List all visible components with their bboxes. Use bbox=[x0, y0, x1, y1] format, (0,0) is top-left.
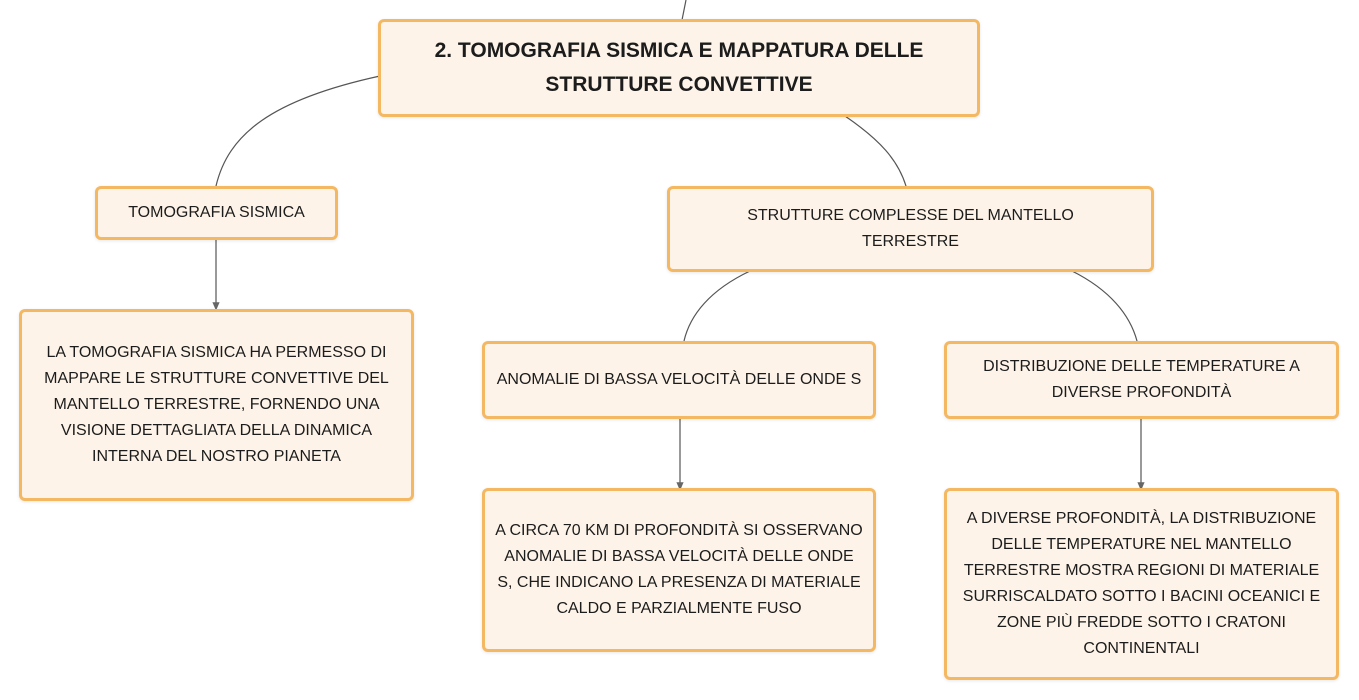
tomografia-node[interactable]: TOMOGRAFIA SISMICA bbox=[95, 186, 338, 240]
connector-strutture-to-distribuzione bbox=[1072, 271, 1137, 341]
anomalie-desc-node[interactable]: A CIRCA 70 KM DI PROFONDITÀ SI OSSERVANO ANOMALIE DI BASSA VELOCITÀ DELLE ONDE S, CHE INDICANO LA PRESENZA DI MATERIALE CALDO E PARZIALMENTE FUSO bbox=[482, 488, 876, 652]
connector-strutture-to-anomalie bbox=[684, 271, 750, 341]
connector-title-to-tomografia bbox=[216, 76, 380, 186]
distribuzione-desc-node[interactable]: A DIVERSE PROFONDITÀ, LA DISTRIBUZIONE DELLE TEMPERATURE NEL MANTELLO TERRESTRE MOSTRA REGIONI DI MATERIALE SURRISCALDATO SOTTO I BACINI OCEANICI E ZONE PIÙ FREDDE SOTTO I CRATONI CONTINENTALI bbox=[944, 488, 1339, 680]
title-node[interactable]: 2. TOMOGRAFIA SISMICA E MAPPATURA DELLE STRUTTURE CONVETTIVE bbox=[378, 19, 980, 117]
distribuzione-node[interactable]: DISTRIBUZIONE DELLE TEMPERATURE A DIVERSE PROFONDITÀ bbox=[944, 341, 1339, 419]
connector-parent-to-title bbox=[682, 0, 686, 20]
tomografia-desc-node[interactable]: LA TOMOGRAFIA SISMICA HA PERMESSO DI MAPPARE LE STRUTTURE CONVETTIVE DEL MANTELLO TERRESTRE, FORNENDO UNA VISIONE DETTAGLIATA DELLA DINAMICA INTERNA DEL NOSTRO PIANETA bbox=[19, 309, 414, 501]
anomalie-node[interactable]: ANOMALIE DI BASSA VELOCITÀ DELLE ONDE S bbox=[482, 341, 876, 419]
strutture-node[interactable]: STRUTTURE COMPLESSE DEL MANTELLO TERRESTRE bbox=[667, 186, 1154, 272]
connector-title-to-strutture bbox=[845, 116, 906, 186]
